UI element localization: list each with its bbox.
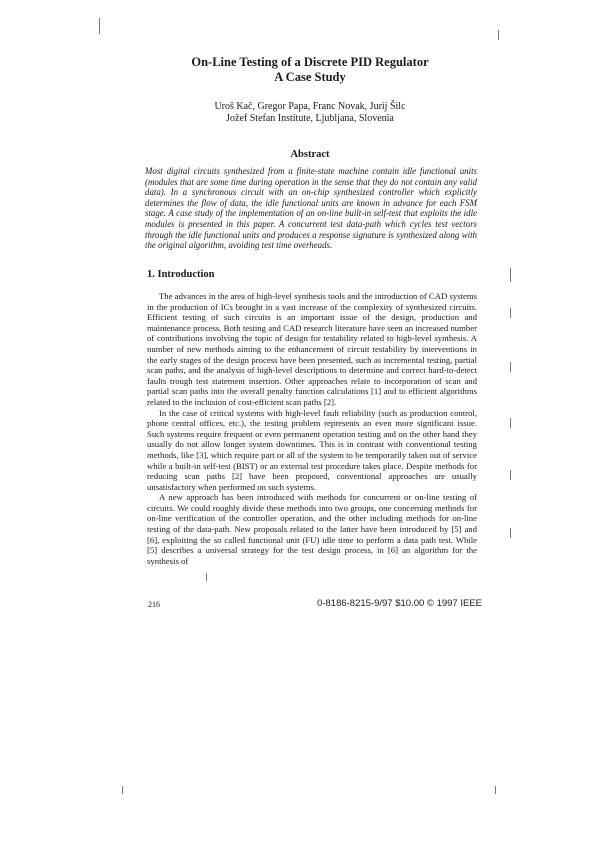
scan-mark [122,786,123,794]
scan-mark [510,470,511,480]
affiliation: Jožef Stefan Institute, Ljubljana, Slovenia [226,113,394,124]
title-line-1: On-Line Testing of a Discrete PID Regulator [191,55,429,69]
scan-mark [510,268,511,282]
scan-mark [510,308,511,318]
scan-mark [206,573,207,581]
abstract-text: Most digital circuits synthesized from a finite-state machine contain idle functional units (modules that are some time during operation in the sense that they do not contain any valid data). In a synchronous circuit with an on-chip synthesized controller which explicitly determines the flow of data, the idle functional units are known in advance for each FSM stage. A case study of the implementation of an on-line built-in self-test that exploits the idle modules is presented in this paper. A concurrent test data-path which cycles test vectors through the idle functional units and produces a response signature is synthesized along with the original algorithm, avoiding test time overheads. [145,166,477,251]
page-number: 216 [148,600,160,609]
scan-mark [495,786,496,794]
paper-title [120,55,500,85]
paragraph: The advances in the area of high-level synthesis tools and the introduction of CAD systems in the production of ICs brought in a vast increase of the complexity of synthesized circuits. Efficient testing of such circuits is an important issue of the design, production and maintenance process. Both testing and CAD research literature have seen an increased number of contributions involving the topic of design for testability related to high-level synthesis. A number of new methods aiming to the enhancement of circuit testability by interventions in the early stages of the design process have been presented, such as incremental testing, partial scan paths, and the analysis of high-level descriptions to determine and correct hard-to-detect faults trough test statement insertion. Other approaches relate to incorporation of scan and partial scan paths into the overall penalty function calculations [1] and to efficient algorithms related to the inclusion of cost-efficient scan paths [2]. [147,291,477,407]
author-block [120,101,500,125]
section-heading-introduction: 1. Introduction [147,269,215,280]
introduction-body [147,291,477,566]
copyright-line: 0-8186-8215-9/97 $10.00 © 1997 IEEE [317,598,482,609]
abstract-heading: Abstract [290,149,330,160]
scan-mark [510,418,511,428]
scan-mark [99,18,100,34]
scan-mark [510,528,511,538]
scan-mark [510,362,511,372]
authors: Uroš Kač, Gregor Papa, Franc Novak, Jurij Šilc [214,101,406,112]
paragraph: In the case of critical systems with high-level fault reliability (such as production control, phone central offices, etc.), the testing problem represents an even more significant issue. Such systems require frequent or even permanent operation testing and on the other hand they usually do not allow longer system downtimes. This is in contrast with conventional testing methods, like [3], which require part or all of the system to be temporarily taken out of service while a built-in self-test (BIST) or an external test procedure takes place. Despite methods for reducing scan paths [2] have been proposed, conventional approaches are usually unsatisfactory when performed on such systems. [147,407,477,492]
scan-mark [498,30,499,40]
title-line-2: A Case Study [274,70,346,84]
paragraph: A new approach has been introduced with methods for concurrent or on-line testing of circuits. We could roughly divide these methods into two groups, one concerning methods for on-line verification of the controller operation, and the other including methods for on-line testing of the data-path. New proposals related to the latter have been introduced by [5] and [6], exploiting the so called functional unit (FU) idle time to perform a data path test. While [5] describes a universal strategy for the test design process, in [6] an algorithm for the synthesis of [147,492,477,566]
